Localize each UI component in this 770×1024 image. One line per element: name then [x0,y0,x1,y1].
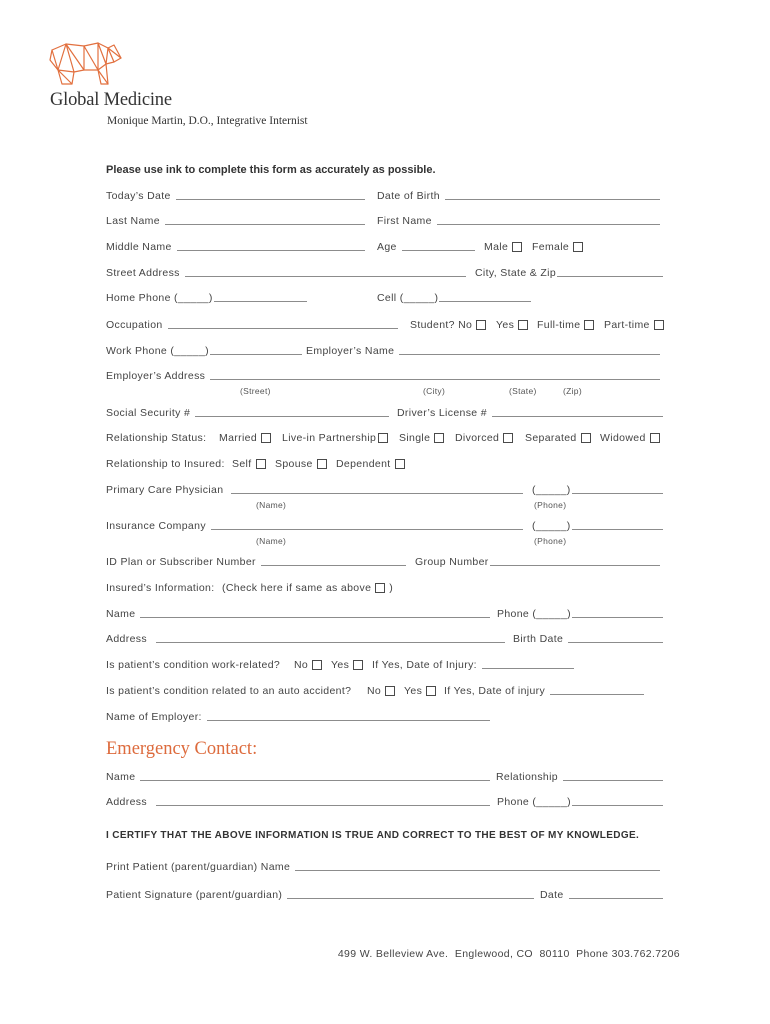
divorced-option[interactable] [455,431,513,445]
employer-name-field [306,344,660,358]
divorced-label: Divorced [455,432,500,444]
married-label: Married [219,432,258,444]
middle-name-input[interactable] [177,250,365,251]
auto-accident-yes-checkbox[interactable] [426,686,436,696]
self-option[interactable] [232,457,266,471]
bear-logo-facets [52,43,121,84]
last-name-input[interactable] [165,224,365,225]
insurance-phone-input[interactable] [572,529,663,530]
part-time-checkbox[interactable] [654,320,664,330]
drivers-license-field [397,406,663,420]
auto-accident-yes-label: Yes [404,685,423,697]
employer-name-input[interactable] [399,354,660,355]
signature-date-input[interactable] [569,898,663,899]
employer-address-city-hint: (City) [423,386,446,396]
work-related-yes-checkbox[interactable] [353,660,363,670]
primary-care-physician-label: Primary Care Physician [106,484,224,496]
self-checkbox[interactable] [256,459,266,469]
social-security-input[interactable] [195,416,389,417]
accident-date-input[interactable] [550,694,644,695]
id-plan-label: ID Plan or Subscriber Number [106,556,256,568]
married-option[interactable] [219,431,271,445]
name-of-employer-input[interactable] [207,720,490,721]
print-name-label: Print Patient (parent/guardian) Name [106,861,291,873]
bear-logo-icon [48,42,124,88]
emergency-relationship-label: Relationship [496,771,558,783]
insured-phone-field [497,607,663,621]
student-yes-label: Yes [496,319,515,331]
same-as-above-close: ) [389,582,394,594]
todays-date-field [106,189,365,203]
signature-input[interactable] [287,898,534,899]
date-of-birth-label: Date of Birth [377,190,440,202]
home-phone-field [106,291,307,305]
brand-name: Global Medicine [50,90,172,110]
relationship-to-insured-label: Relationship to Insured: [106,458,225,470]
insurance-phone-hint: (Phone) [534,536,567,546]
student-yes-option[interactable] [496,318,528,332]
injury-date-input[interactable] [482,668,574,669]
signature-field [106,888,534,902]
separated-label: Separated [525,432,577,444]
insurance-company-input[interactable] [211,529,523,530]
work-phone-input[interactable] [210,354,302,355]
drivers-license-label: Driver’s License # [397,407,487,419]
insurance-name-hint: (Name) [256,536,287,546]
employer-address-label: Employer’s Address [106,370,206,382]
self-label: Self [232,458,252,470]
group-number-label: Group Number [415,556,489,568]
work-related-no-label: No [294,659,309,671]
work-phone-field [106,344,302,358]
physician-phone-label: (_____) [532,484,571,496]
primary-care-physician-field [106,483,523,497]
student-no-checkbox[interactable] [476,320,486,330]
single-label: Single [399,432,431,444]
part-time-label: Part-time [604,319,650,331]
occupation-input[interactable] [168,328,398,329]
insured-address-label: Address [106,633,147,645]
male-label: Male [484,241,509,253]
relationship-status-label: Relationship Status: [106,432,207,444]
physician-phone-hint: (Phone) [534,500,567,510]
emergency-name-label: Name [106,771,136,783]
insured-phone-input[interactable] [572,617,663,618]
student-no-label: Student? No [410,319,473,331]
insurance-phone-label: (_____) [532,520,571,532]
separated-checkbox[interactable] [581,433,591,443]
print-name-input[interactable] [295,870,660,871]
full-time-checkbox[interactable] [584,320,594,330]
live-in-partnership-option[interactable] [282,431,388,445]
female-option[interactable] [532,240,583,254]
auto-accident-no-checkbox[interactable] [385,686,395,696]
last-name-label: Last Name [106,215,160,227]
emergency-name-field [106,770,490,784]
physician-phone-field [532,483,663,497]
female-checkbox[interactable] [573,242,583,252]
injury-date-field [372,658,574,672]
spouse-checkbox[interactable] [317,459,327,469]
female-label: Female [532,241,570,253]
insured-name-label: Name [106,608,136,620]
same-as-above-option[interactable] [222,581,393,595]
divorced-checkbox[interactable] [503,433,513,443]
student-no-option[interactable] [410,318,486,332]
insured-birth-date-field [513,632,663,646]
male-option[interactable] [484,240,522,254]
insured-phone-label: Phone (_____) [497,608,572,620]
married-checkbox[interactable] [261,433,271,443]
emergency-address-label: Address [106,796,147,808]
emergency-relationship-input[interactable] [563,780,663,781]
social-security-label: Social Security # [106,407,191,419]
cell-phone-input[interactable] [439,301,531,302]
same-as-above-checkbox[interactable] [375,583,385,593]
group-number-input[interactable] [490,565,660,566]
certification-statement: I CERTIFY THAT THE ABOVE INFORMATION IS TRUE AND CORRECT TO THE BEST OF MY KNOWLEDGE. [106,830,640,841]
injury-date-label: If Yes, Date of Injury: [372,659,477,671]
id-plan-field [106,555,406,569]
footer-address: 499 W. Belleview Ave. Englewood, CO 80110 Phone 303.762.7206 [337,948,680,960]
insured-birth-date-label: Birth Date [513,633,564,645]
emergency-phone-label: Phone (_____) [497,796,572,808]
street-address-label: Street Address [106,267,180,279]
insured-information-heading: Insured’s Information: [106,582,215,594]
accident-date-label: If Yes, Date of injury [444,685,546,697]
widowed-checkbox[interactable] [650,433,660,443]
full-time-label: Full-time [537,319,581,331]
first-name-input[interactable] [437,224,660,225]
last-name-field [106,214,365,228]
date-of-birth-field [377,189,660,203]
single-checkbox[interactable] [434,433,444,443]
physician-name-hint: (Name) [256,500,287,510]
live-in-partnership-checkbox[interactable] [378,433,388,443]
employer-address-input[interactable] [210,379,660,380]
accident-date-field [444,684,644,698]
auto-accident-yes-option[interactable] [404,684,436,698]
widowed-option[interactable] [600,431,660,445]
home-phone-label: Home Phone (_____) [106,292,213,304]
widowed-label: Widowed [600,432,646,444]
age-input[interactable] [402,250,475,251]
date-of-birth-input[interactable] [445,199,660,200]
cell-phone-label: Cell (_____) [377,292,439,304]
spouse-option[interactable] [275,457,327,471]
brand-subtitle: Monique Martin, D.O., Integrative Internist [107,115,308,127]
insurance-company-label: Insurance Company [106,520,206,532]
single-option[interactable] [399,431,444,445]
auto-accident-question: Is patient’s condition related to an auto accident? [106,685,352,697]
insured-address-input[interactable] [156,642,505,643]
auto-accident-no-label: No [367,685,382,697]
work-related-yes-label: Yes [331,659,350,671]
name-of-employer-label: Name of Employer: [106,711,202,723]
insured-name-field [106,607,490,621]
form-instructions: Please use ink to complete this form as accurately as possible. [106,164,436,176]
employer-address-street-hint: (Street) [240,386,271,396]
full-time-option[interactable] [537,318,594,332]
street-address-input[interactable] [185,276,466,277]
home-phone-input[interactable] [214,301,307,302]
todays-date-input[interactable] [176,199,365,200]
signature-label: Patient Signature (parent/guardian) [106,889,283,901]
work-related-no-option[interactable] [294,658,322,672]
city-state-zip-input[interactable] [557,276,663,277]
middle-name-label: Middle Name [106,241,172,253]
dependent-checkbox[interactable] [395,459,405,469]
work-related-yes-option[interactable] [331,658,363,672]
emergency-address-input[interactable] [156,805,490,806]
city-state-zip-label: City, State & Zip [475,267,557,279]
emergency-name-input[interactable] [140,780,490,781]
part-time-option[interactable] [604,318,664,332]
emergency-contact-heading: Emergency Contact: [106,739,258,759]
group-number-field [415,555,660,569]
drivers-license-input[interactable] [492,416,663,417]
physician-phone-input[interactable] [572,493,663,494]
employer-address-state-hint: (State) [509,386,537,396]
primary-care-physician-input[interactable] [231,493,523,494]
signature-date-label: Date [540,889,564,901]
first-name-field [377,214,660,228]
insurance-phone-field [532,519,663,533]
employer-name-label: Employer’s Name [306,345,395,357]
id-plan-input[interactable] [261,565,406,566]
age-label: Age [377,241,397,253]
social-security-field [106,406,389,420]
city-state-zip-field [475,266,663,280]
auto-accident-no-option[interactable] [367,684,395,698]
middle-name-field [106,240,365,254]
cell-phone-field [377,291,531,305]
work-related-no-checkbox[interactable] [312,660,322,670]
print-name-field [106,860,660,874]
employer-address-field [106,369,660,383]
employer-address-zip-hint: (Zip) [563,386,582,396]
same-as-above-label: (Check here if same as above [222,582,372,594]
first-name-label: First Name [377,215,432,227]
insured-address-field [106,632,505,646]
spouse-label: Spouse [275,458,313,470]
dependent-option[interactable] [336,457,405,471]
male-checkbox[interactable] [512,242,522,252]
emergency-address-field [106,795,490,809]
insurance-company-field [106,519,523,533]
dependent-label: Dependent [336,458,391,470]
occupation-field [106,318,398,332]
work-related-question: Is patient’s condition work-related? [106,659,281,671]
street-address-field [106,266,466,280]
age-field [377,240,475,254]
emergency-phone-field [497,795,663,809]
emergency-phone-input[interactable] [572,805,663,806]
separated-option[interactable] [525,431,591,445]
name-of-employer-field [106,710,490,724]
emergency-relationship-field [496,770,663,784]
occupation-label: Occupation [106,319,163,331]
todays-date-label: Today’s Date [106,190,171,202]
live-in-partnership-label: Live-in Partnership [282,432,377,444]
insured-name-input[interactable] [140,617,490,618]
work-phone-label: Work Phone (_____) [106,345,209,357]
student-yes-checkbox[interactable] [518,320,528,330]
insured-birth-date-input[interactable] [568,642,663,643]
signature-date-field [540,888,663,902]
